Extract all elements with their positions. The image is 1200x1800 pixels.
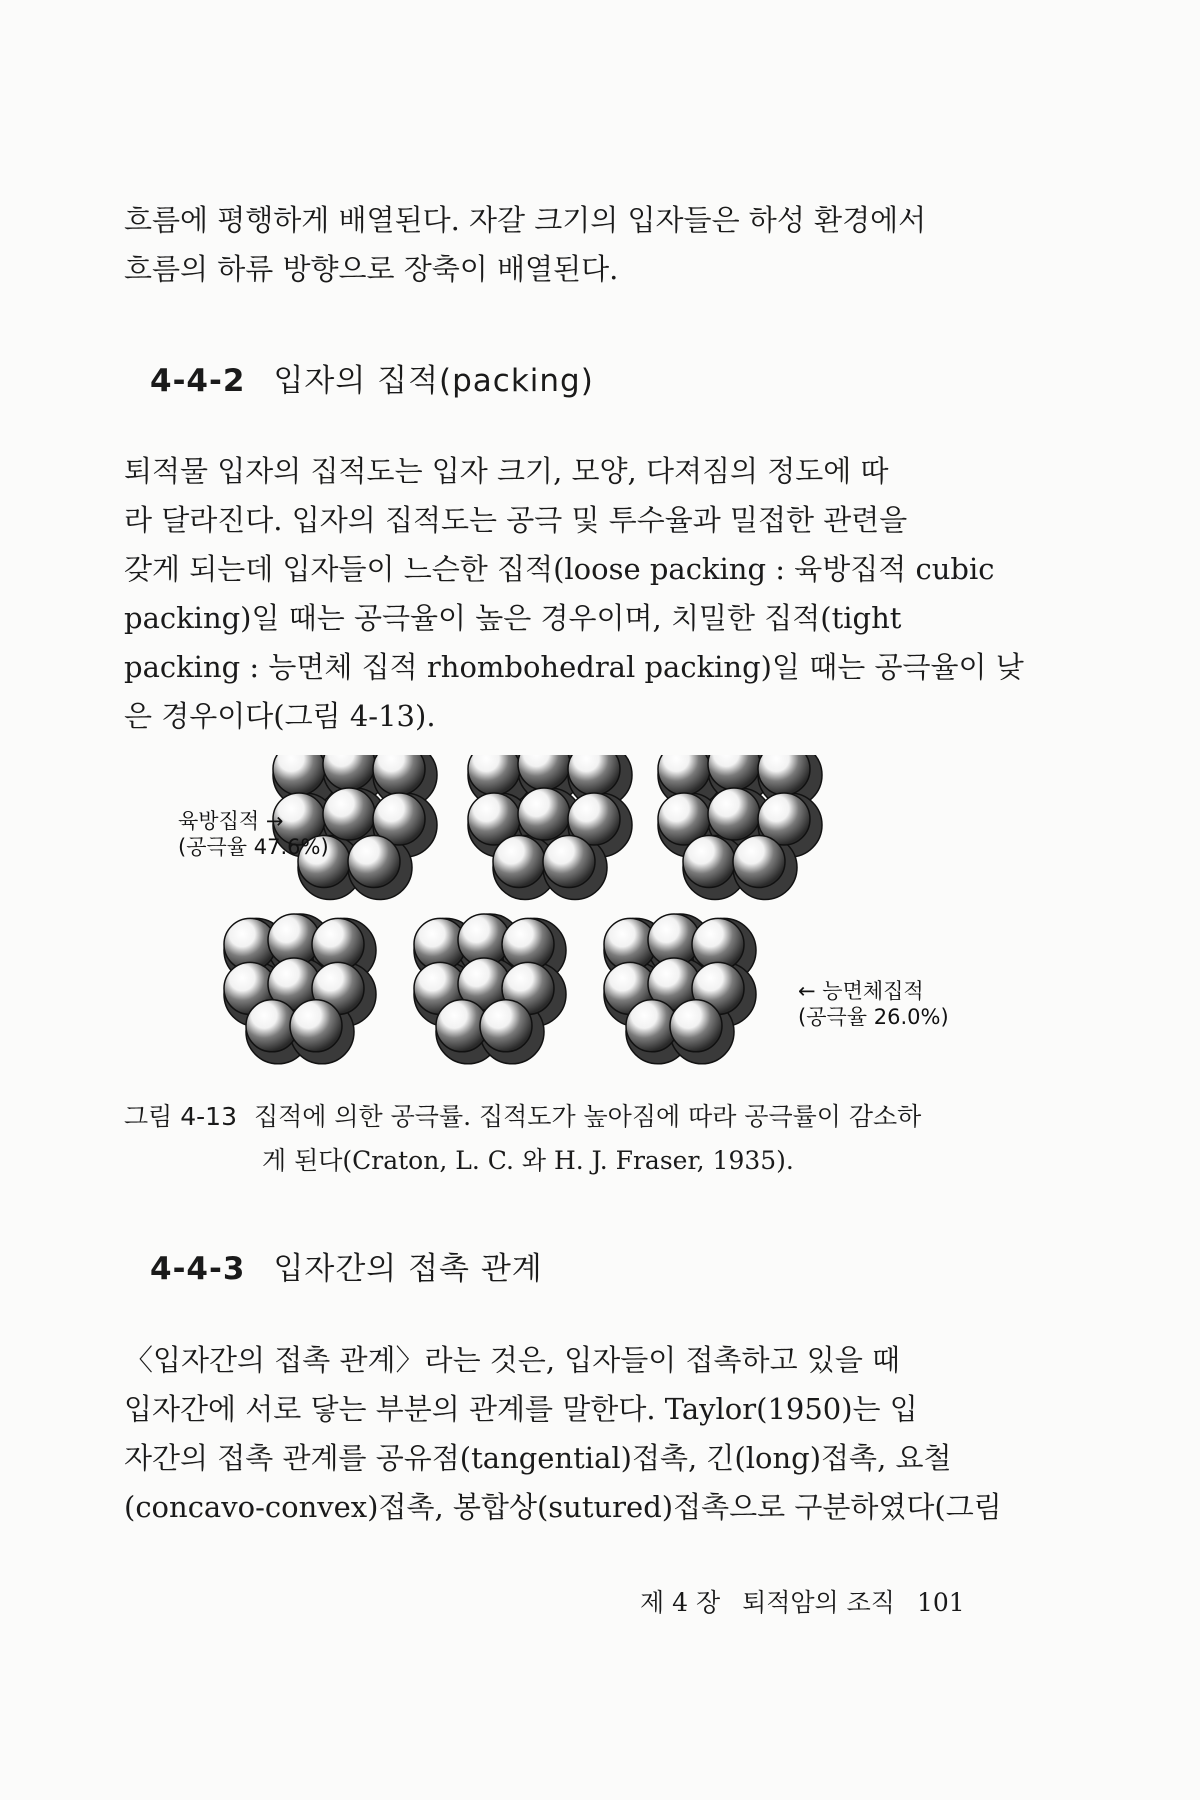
text-line: 갖게 되는데 입자들이 느슨한 집적(loose packing : 육방집적 cubic xyxy=(124,552,995,586)
sphere xyxy=(543,836,595,888)
text-line: packing)일 때는 공극율이 높은 경우이며, 치밀한 집적(tight xyxy=(124,601,902,635)
section-number: 4-4-3 xyxy=(150,1251,246,1287)
sphere-packing-illustration xyxy=(150,755,1010,1095)
sphere-cluster xyxy=(468,755,632,900)
sphere xyxy=(708,788,760,840)
sphere xyxy=(323,788,375,840)
text-line: 입자간에 서로 닿는 부분의 관계를 말한다. Taylor(1950)는 입 xyxy=(124,1392,918,1426)
text-line: 흐름에 평행하게 배열된다. 자갈 크기의 입자들은 하성 환경에서 xyxy=(124,203,927,237)
page-footer xyxy=(640,1583,987,1619)
sphere xyxy=(733,836,785,888)
sphere xyxy=(683,836,735,888)
sphere xyxy=(670,1000,722,1052)
section-title: 입자의 집적(packing) xyxy=(273,363,594,399)
rhombo-label-text: 능면체집적 xyxy=(822,979,924,1003)
paragraph-packing xyxy=(124,447,1024,741)
packing-figure xyxy=(150,755,1010,1095)
section-title: 입자간의 접촉 관계 xyxy=(273,1251,543,1287)
sphere-cluster xyxy=(414,914,566,1064)
chapter-title: 퇴적암의 조직 xyxy=(742,1588,895,1617)
sphere xyxy=(480,1000,532,1052)
paragraph-contacts xyxy=(124,1336,1002,1532)
text-line: 흐름의 하류 방향으로 장축이 배열된다. xyxy=(124,252,619,286)
section-heading-4-4-3 xyxy=(150,1243,543,1288)
cubic-packing-label: 육방집적 → (공극율 47.6%) xyxy=(178,809,329,859)
caption-line-1: 집적에 의한 공극률. 집적도가 높아짐에 따라 공극률이 감소하 xyxy=(254,1102,922,1131)
cubic-label-text: 육방집적 xyxy=(178,809,260,833)
chapter-label: 제 4 장 xyxy=(640,1588,721,1617)
paragraph-continuation xyxy=(124,196,996,294)
text-line: packing : 능면체 집적 rhombohedral packing)일 때는 공극율이 낮 xyxy=(124,650,1024,684)
section-number: 4-4-2 xyxy=(150,363,246,399)
figure-caption xyxy=(124,1095,1004,1183)
section-heading-4-4-2 xyxy=(150,355,594,400)
sphere xyxy=(348,836,400,888)
text-line: 〈입자간의 접촉 관계〉라는 것은, 입자들이 접촉하고 있을 때 xyxy=(124,1343,901,1377)
text-line: 라 달라진다. 입자의 집적도는 공극 및 투수율과 밀접한 관련을 xyxy=(124,503,908,537)
cubic-porosity-text: (공극율 47.6%) xyxy=(178,835,329,859)
caption-line-2: 게 된다(Craton, L. C. 와 H. J. Fraser, 1935). xyxy=(262,1146,794,1175)
sphere xyxy=(493,836,545,888)
text-line: 퇴적물 입자의 집적도는 입자 크기, 모양, 다져짐의 정도에 따 xyxy=(124,454,889,488)
caption-label: 그림 4-13 xyxy=(124,1102,237,1131)
rhombo-porosity-text: (공극율 26.0%) xyxy=(798,1005,949,1029)
text-line: 자간의 접촉 관계를 공유점(tangential)접촉, 긴(long)접촉, 요철 xyxy=(124,1441,952,1475)
sphere-cluster xyxy=(224,914,376,1064)
text-line: (concavo-convex)접촉, 봉합상(sutured)접촉으로 구분하였다(그림 xyxy=(124,1490,1002,1524)
sphere-cluster xyxy=(604,914,756,1064)
sphere-cluster xyxy=(658,755,822,900)
sphere xyxy=(518,788,570,840)
sphere xyxy=(290,1000,342,1052)
rhombohedral-packing-label: ← 능면체집적 (공극율 26.0%) xyxy=(798,979,949,1029)
page-number: 101 xyxy=(916,1588,965,1617)
text-line: 은 경우이다(그림 4-13). xyxy=(124,699,436,733)
